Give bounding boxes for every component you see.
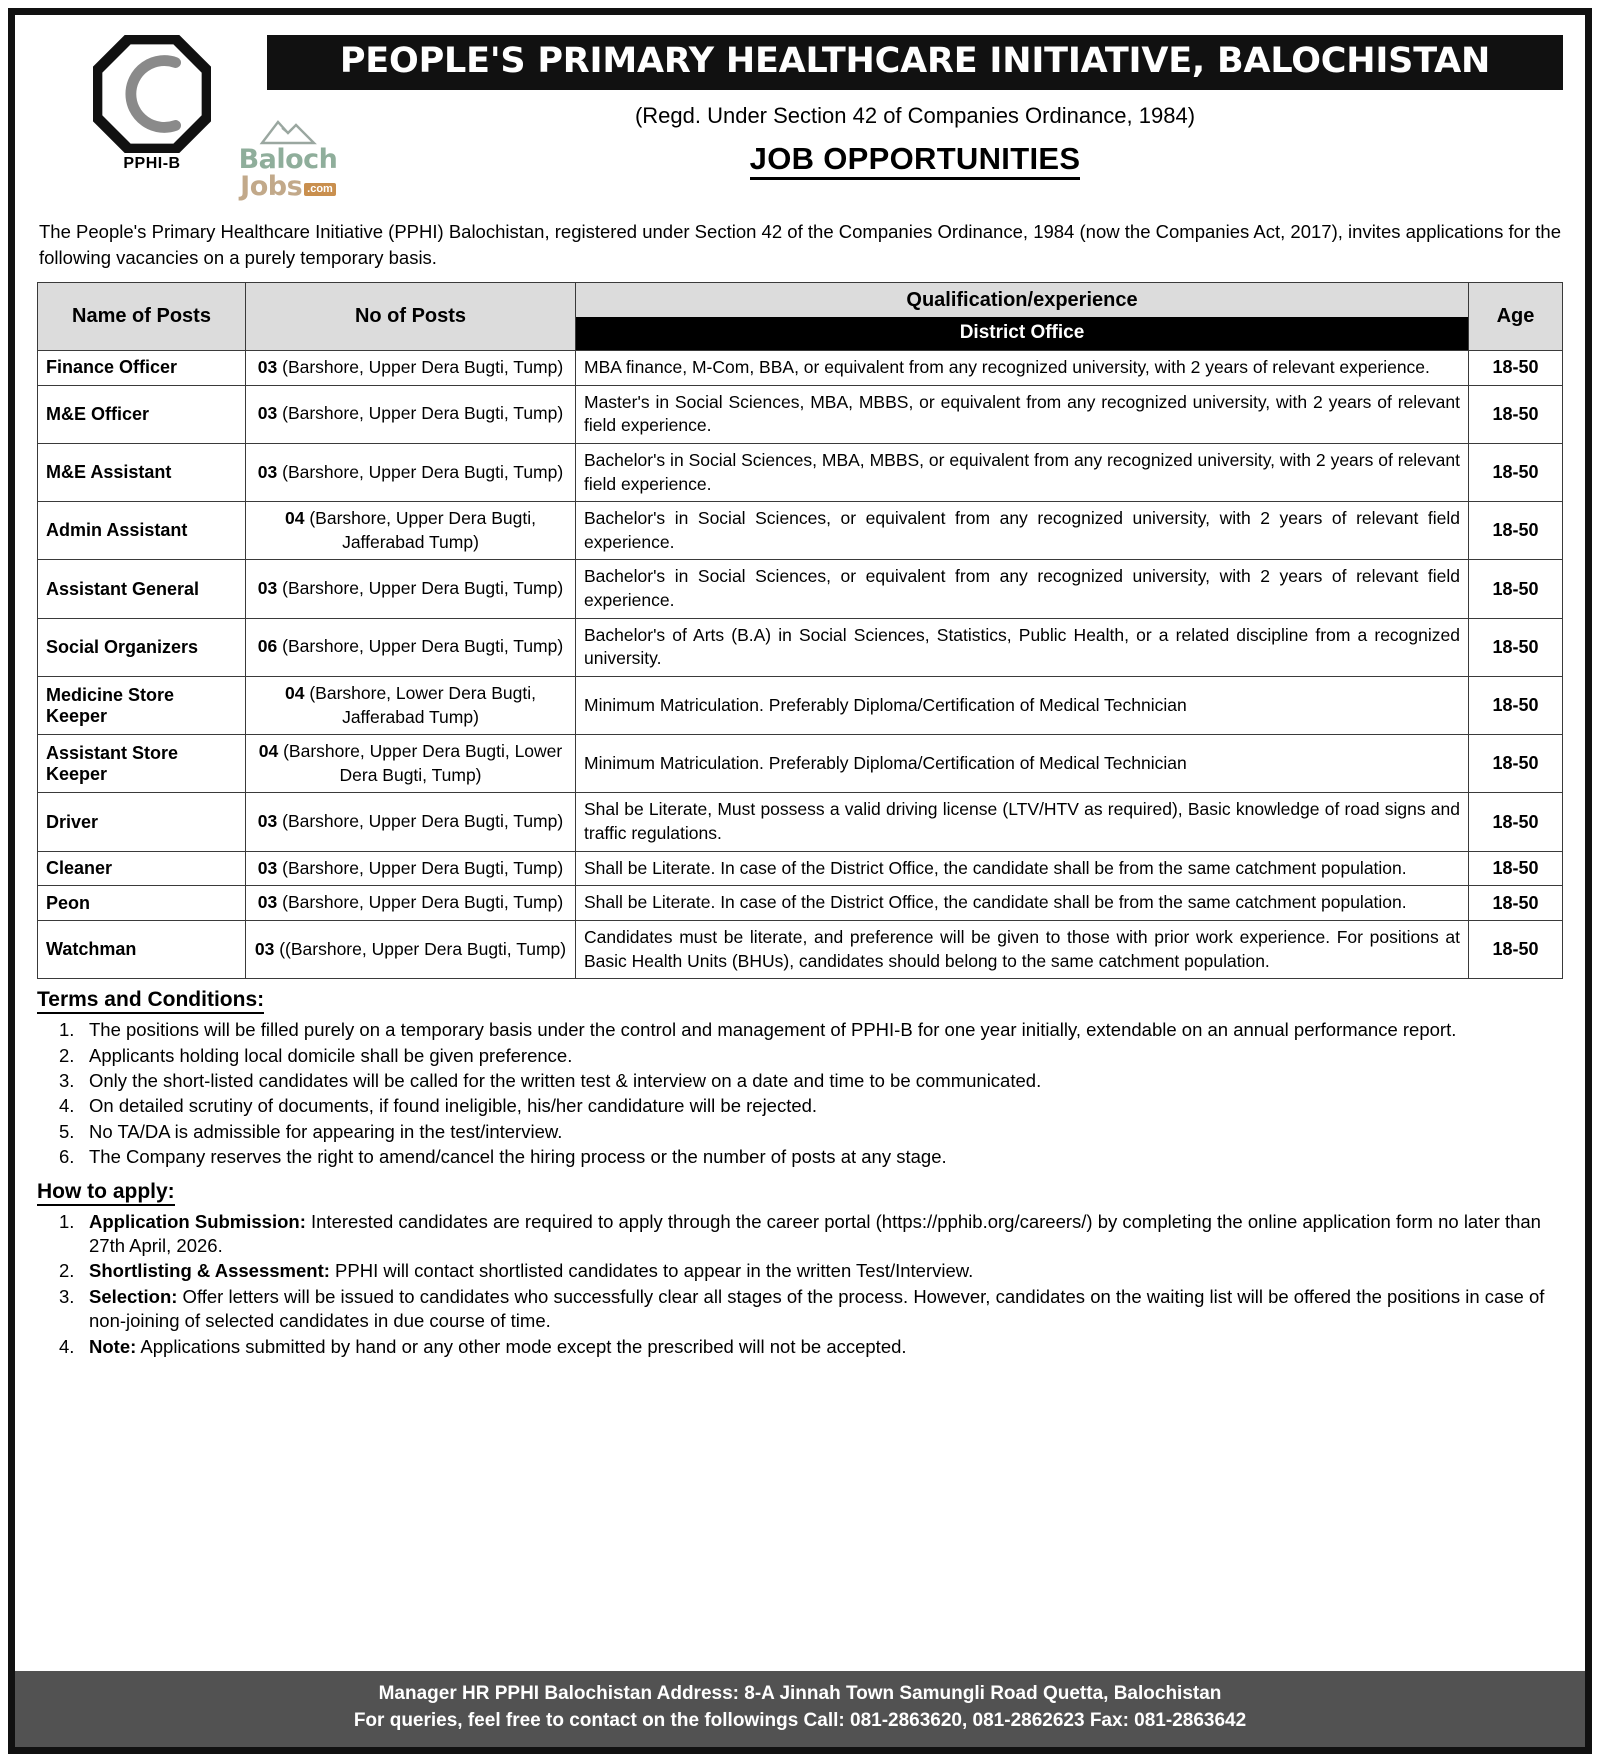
mountain-icon xyxy=(258,117,318,145)
cell-age: 18-50 xyxy=(1469,443,1563,501)
cell-post-name: Driver xyxy=(38,793,246,851)
cell-age: 18-50 xyxy=(1469,351,1563,386)
cell-post-count xyxy=(246,618,576,676)
post-count-number: 03 xyxy=(257,578,278,599)
cell-qualification: Bachelor's in Social Sciences, or equivalent from any recognized university, with 2 years of relevant field experience. xyxy=(576,560,1469,618)
col-header-qualification-title: Qualification/experience xyxy=(576,283,1468,317)
registration-line: (Regd. Under Section 42 of Companies Ordinance, 1984) xyxy=(634,103,1196,128)
title-column xyxy=(267,21,1563,177)
post-count-number: 03 xyxy=(257,403,278,424)
table-row xyxy=(38,920,1563,978)
how-to-apply-item-lead: Shortlisting & Assessment: xyxy=(89,1260,330,1282)
poster-header xyxy=(37,21,1563,211)
cell-post-count xyxy=(246,676,576,734)
table-row xyxy=(38,735,1563,793)
how-to-apply-item-lead: Selection: xyxy=(89,1285,178,1307)
vacancies-table xyxy=(37,282,1563,979)
page-title-text: JOB OPPORTUNITIES xyxy=(750,141,1081,180)
cell-post-name: Cleaner xyxy=(38,851,246,886)
cell-post-count xyxy=(246,886,576,921)
cell-post-count xyxy=(246,502,576,560)
terms-item: Applicants holding local domicile shall be given preference. xyxy=(89,1044,573,1066)
how-to-apply-list xyxy=(37,1210,1563,1359)
cell-qualification: Minimum Matriculation. Preferably Diploma/Certification of Medical Technician xyxy=(576,735,1469,793)
col-header-name: Name of Posts xyxy=(38,283,246,351)
terms-item: The Company reserves the right to amend/cancel the hiring process or the number of posts at any stage. xyxy=(89,1146,947,1168)
cell-post-count xyxy=(246,385,576,443)
post-count-locations: ((Barshore, Upper Dera Bugti, Tump) xyxy=(274,938,567,959)
terms-item: Only the short-listed candidates will be called for the written test & interview on a date and time to be communicated. xyxy=(89,1069,1042,1091)
cell-age: 18-50 xyxy=(1469,502,1563,560)
cell-post-name: Assistant General xyxy=(38,560,246,618)
table-row xyxy=(38,502,1563,560)
table-row xyxy=(38,385,1563,443)
cell-age: 18-50 xyxy=(1469,851,1563,886)
cell-post-name: Peon xyxy=(38,886,246,921)
how-to-apply-item-text: Applications submitted by hand or any other mode except the prescribed will not be accepted. xyxy=(136,1335,907,1357)
balochjobs-watermark xyxy=(223,117,353,200)
terms-item: No TA/DA is admissible for appearing in the test/interview. xyxy=(89,1120,563,1142)
post-count-locations: (Barshore, Upper Dera Bugti, Lower Dera Bugti, Tump) xyxy=(278,741,563,785)
how-to-apply-item-text: Offer letters will be issued to candidates who successfully clear all stages of the process. However, candidates on the waiting list will be offered the positions in case of non-joining of selected candidates in due course of time. xyxy=(89,1285,1545,1332)
table-row xyxy=(38,618,1563,676)
post-count-locations: (Barshore, Lower Dera Bugti, Jafferabad Tump) xyxy=(304,682,536,727)
table-row xyxy=(38,793,1563,851)
post-count-number: 03 xyxy=(254,938,275,959)
post-count-number: 03 xyxy=(257,461,278,482)
table-row xyxy=(38,851,1563,886)
cell-qualification: MBA finance, M-Com, BBA, or equivalent from any recognized university, with 2 years of relevant experience. xyxy=(576,351,1469,386)
cell-post-count xyxy=(246,560,576,618)
how-to-apply-section-title: How to apply: xyxy=(37,1180,175,1206)
cell-post-name: M&E Officer xyxy=(38,385,246,443)
cell-post-name: Admin Assistant xyxy=(38,502,246,560)
cell-post-count xyxy=(246,443,576,501)
how-to-apply-item-text: PPHI will contact shortlisted candidates to appear in the written Test/Interview. xyxy=(329,1260,974,1282)
post-count-number: 03 xyxy=(257,857,278,878)
post-count-number: 06 xyxy=(257,636,278,657)
terms-item: On detailed scrutiny of documents, if found ineligible, his/her candidature will be rejected. xyxy=(89,1095,818,1117)
cell-age: 18-50 xyxy=(1469,676,1563,734)
watermark-line2: Jobs xyxy=(240,171,303,202)
cell-post-count xyxy=(246,793,576,851)
cell-post-count xyxy=(246,920,576,978)
cell-age: 18-50 xyxy=(1469,385,1563,443)
how-to-apply-item-text: Interested candidates are required to apply through the career portal (https://pphib.org/careers/) by completing the online application form no later than 27th April, 2026. xyxy=(89,1210,1541,1256)
logo-caption: PPHI-B xyxy=(123,155,181,172)
cell-post-name: Medicine Store Keeper xyxy=(38,676,246,734)
footer-contact: For queries, feel free to contact on the followings Call: 081-2863620, 081-2862623 Fax: 081-2863642 xyxy=(353,1710,1247,1732)
cell-age: 18-50 xyxy=(1469,920,1563,978)
cell-qualification: Shall be Literate. In case of the District Office, the candidate shall be from the same catchment population. xyxy=(576,886,1469,921)
post-count-number: 04 xyxy=(285,682,305,703)
how-to-apply-item-lead: Application Submission: xyxy=(89,1210,306,1232)
cell-qualification: Bachelor's of Arts (B.A) in Social Sciences, Statistics, Public Health, or a related discipline from a recognized university. xyxy=(576,618,1469,676)
table-row xyxy=(38,676,1563,734)
post-count-number: 03 xyxy=(257,892,278,913)
watermark-line1: Baloch xyxy=(238,144,338,175)
post-count-locations: (Barshore, Upper Dera Bugti, Tump) xyxy=(277,357,564,378)
page-title xyxy=(267,141,1563,177)
cell-post-name: M&E Assistant xyxy=(38,443,246,501)
col-header-posts: No of Posts xyxy=(246,283,576,351)
how-to-apply-item xyxy=(37,1210,1563,1259)
terms-list xyxy=(37,1018,1563,1169)
cell-qualification: Shal be Literate, Must possess a valid driving license (LTV/HTV as required), Basic knowledge of road signs and traffic regulations. xyxy=(576,793,1469,851)
col-header-district-office: District Office xyxy=(576,317,1468,350)
cell-post-name: Social Organizers xyxy=(38,618,246,676)
table-row xyxy=(38,886,1563,921)
post-count-number: 03 xyxy=(257,811,278,832)
cell-post-count xyxy=(246,735,576,793)
cell-age: 18-50 xyxy=(1469,735,1563,793)
how-to-apply-item-lead: Note: xyxy=(89,1335,137,1357)
post-count-number: 04 xyxy=(285,508,305,529)
table-row xyxy=(38,351,1563,386)
post-count-locations: (Barshore, Upper Dera Bugti, Tump) xyxy=(277,461,564,482)
pphi-logo-icon xyxy=(93,35,211,153)
cell-qualification: Minimum Matriculation. Preferably Diploma/Certification of Medical Technician xyxy=(576,676,1469,734)
cell-age: 18-50 xyxy=(1469,560,1563,618)
cell-post-name: Watchman xyxy=(38,920,246,978)
intro-paragraph: The People's Primary Healthcare Initiative (PPHI) Balochistan, registered under Section 42 of the Companies Ordinance, 1984 (now the Companies Act, 2017), invites applications for the following vacancies on a purely temporary basis. xyxy=(39,221,1561,268)
post-count-locations: (Barshore, Upper Dera Bugti, Tump) xyxy=(277,811,564,832)
cell-qualification: Candidates must be literate, and preference will be given to those with prior work experience. For positions at Basic Health Units (BHUs), candidates should belong to the same catchment population. xyxy=(576,920,1469,978)
poster-frame xyxy=(8,8,1592,1754)
watermark-badge: .com xyxy=(304,183,336,196)
cell-post-count xyxy=(246,851,576,886)
cell-post-count xyxy=(246,351,576,386)
terms-section-title: Terms and Conditions: xyxy=(37,988,264,1014)
post-count-number: 04 xyxy=(258,741,279,762)
post-count-locations: (Barshore, Upper Dera Bugti, Tump) xyxy=(277,892,564,913)
cell-age: 18-50 xyxy=(1469,886,1563,921)
contact-footer xyxy=(15,1671,1585,1747)
cell-qualification: Master's in Social Sciences, MBA, MBBS, or equivalent from any recognized university, with 2 years of relevant field experience. xyxy=(576,385,1469,443)
organization-title: PEOPLE'S PRIMARY HEALTHCARE INITIATIVE, BALOCHISTAN xyxy=(267,35,1563,90)
cell-post-name: Finance Officer xyxy=(38,351,246,386)
cell-qualification: Shall be Literate. In case of the District Office, the candidate shall be from the same catchment population. xyxy=(576,851,1469,886)
how-to-apply-item xyxy=(37,1259,1563,1283)
table-row xyxy=(38,443,1563,501)
cell-age: 18-50 xyxy=(1469,618,1563,676)
post-count-locations: (Barshore, Upper Dera Bugti, Tump) xyxy=(277,578,564,599)
post-count-number: 03 xyxy=(257,357,278,378)
how-to-apply-item xyxy=(37,1285,1563,1334)
table-head xyxy=(38,283,1563,351)
cell-qualification: Bachelor's in Social Sciences, or equivalent from any recognized university, with 2 years of relevant field experience. xyxy=(576,502,1469,560)
post-count-locations: (Barshore, Upper Dera Bugti, Tump) xyxy=(277,403,564,424)
table-row xyxy=(38,560,1563,618)
cell-post-name: Assistant Store Keeper xyxy=(38,735,246,793)
col-header-qualification xyxy=(576,283,1469,351)
how-to-apply-item xyxy=(37,1335,1563,1359)
terms-item: The positions will be filled purely on a temporary basis under the control and management of PPHI-B for one year initially, extendable on an annual performance report. xyxy=(89,1019,1457,1041)
table-body xyxy=(38,351,1563,979)
table-header-row xyxy=(38,283,1563,351)
footer-address: Manager HR PPHI Balochistan Address: 8-A Jinnah Town Samungli Road Quetta, Balochistan xyxy=(378,1683,1222,1705)
cell-age: 18-50 xyxy=(1469,793,1563,851)
post-count-locations: (Barshore, Upper Dera Bugti, Jafferabad Tump) xyxy=(304,508,536,552)
col-header-age: Age xyxy=(1469,283,1563,351)
post-count-locations: (Barshore, Upper Dera Bugti, Tump) xyxy=(277,857,564,878)
post-count-locations: (Barshore, Upper Dera Bugti, Tump) xyxy=(277,636,564,657)
cell-qualification: Bachelor's in Social Sciences, MBA, MBBS, or equivalent from any recognized university, with 2 years of relevant field experience. xyxy=(576,443,1469,501)
